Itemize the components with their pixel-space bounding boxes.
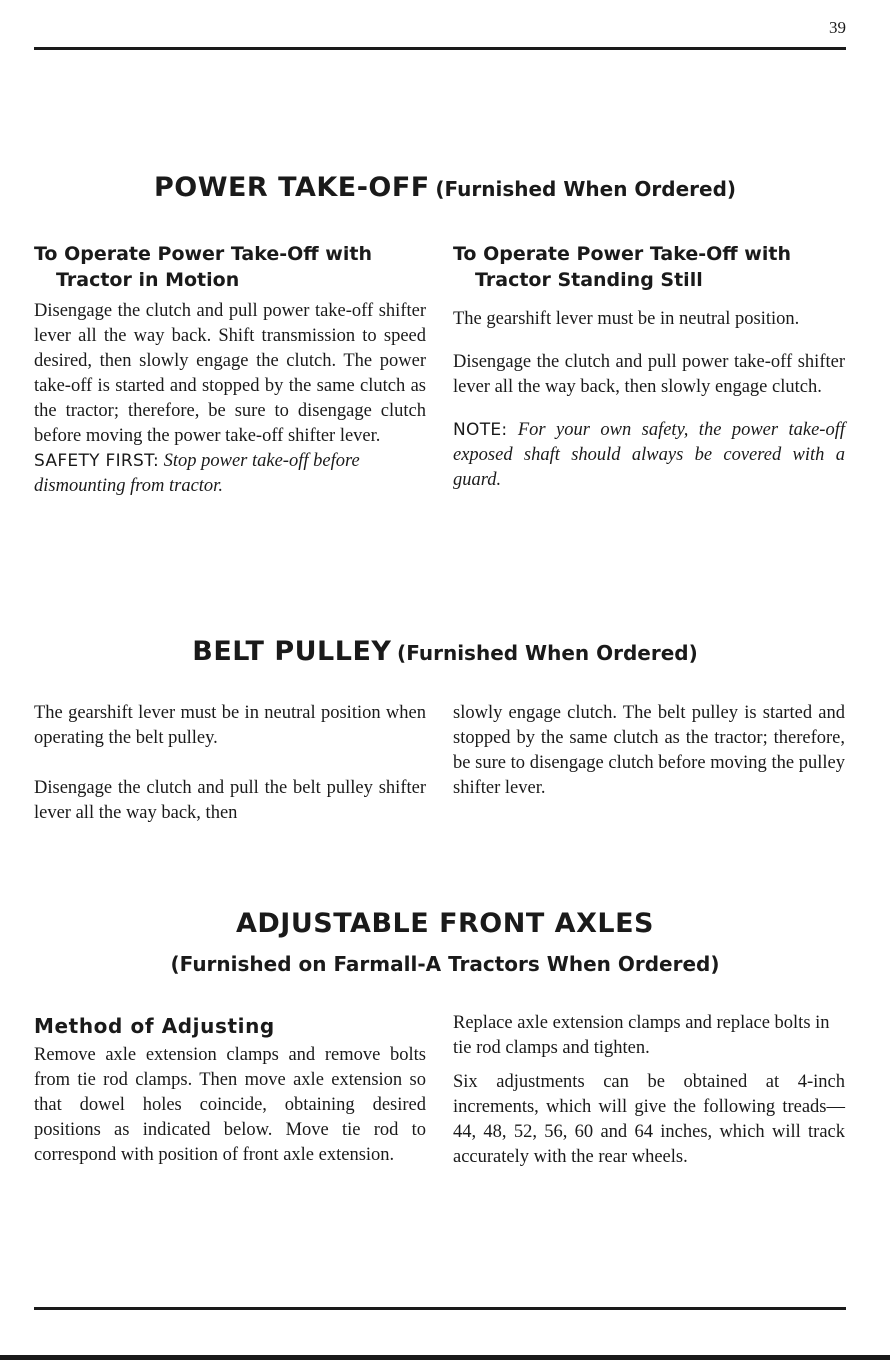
- page-number: 39: [829, 18, 846, 37]
- power-take-off-title-note: (Furnished When Ordered): [435, 177, 737, 201]
- belt-pulley-right-column: [453, 701, 845, 801]
- power-take-off-title-main: POWER TAKE-OFF: [153, 172, 430, 203]
- belt-pulley-title-note: (Furnished When Ordered): [397, 641, 698, 665]
- pto-still-heading-line1: To Operate Power Take-Off with: [453, 243, 791, 265]
- pto-still-para2: Disengage the clutch and pull power take-off shifter lever all the way back, then slowly engage clutch.: [453, 352, 845, 397]
- pto-motion-heading-line2: Tractor in Motion: [56, 269, 240, 291]
- method-of-adjusting-heading: Method of Adjusting: [34, 1014, 275, 1038]
- axles-right-column: [453, 1011, 845, 1170]
- pto-note-label: NOTE:: [453, 420, 508, 440]
- power-take-off-title: [0, 172, 890, 203]
- pto-safety-text: Stop power take-off before dismounting from tractor.: [34, 451, 360, 496]
- bottom-rule: [34, 1307, 846, 1310]
- pto-left-column: [34, 241, 426, 499]
- belt-pulley-title: [0, 636, 890, 667]
- pto-safety-first: [34, 449, 426, 499]
- pto-still-heading-line2: Tractor Standing Still: [475, 269, 703, 291]
- front-axles-title-main: ADJUSTABLE FRONT AXLES: [236, 908, 654, 939]
- pto-still-heading: [453, 241, 845, 293]
- pto-motion-heading-line1: To Operate Power Take-Off with: [34, 243, 372, 265]
- axles-right-para1: Replace axle extension clamps and replace bolts in tie rod clamps and tighten.: [453, 1013, 830, 1058]
- axles-right-para2: Six adjustments can be obtained at 4-inch increments, which will give the following treads—44, 48, 52, 56, 60 and 64 inches, which will track accurately with the rear wheels.: [453, 1072, 845, 1167]
- belt-pulley-para1: The gearshift lever must be in neutral position when operating the belt pulley.: [34, 703, 426, 748]
- pto-motion-heading: [34, 241, 426, 293]
- front-axles-title: [0, 908, 890, 939]
- page-edge-rule: [0, 1355, 890, 1360]
- pto-motion-body: Disengage the clutch and pull power take-off shifter lever all the way back. Shift transmission to speed desired, then slowly engage the clutch. The power take-off is started and stopped by the same clutch as the tractor; therefore, be sure to disengage clutch before moving the power take-off shifter lever.: [34, 301, 426, 446]
- belt-pulley-left-column: [34, 701, 426, 826]
- pto-note-text: For your own safety, the power take-off exposed shaft should always be covered with a guard.: [453, 420, 845, 490]
- belt-pulley-para2: Disengage the clutch and pull the belt pulley shifter lever all the way back, then: [34, 778, 426, 823]
- belt-pulley-title-main: BELT PULLEY: [192, 636, 392, 667]
- axles-left-column: [34, 1013, 426, 1168]
- front-axles-subtitle: (Furnished on Farmall-A Tractors When Ordered): [170, 952, 720, 976]
- pto-note: [453, 418, 845, 493]
- belt-pulley-para3: slowly engage clutch. The belt pulley is started and stopped by the same clutch as the tractor; therefore, be sure to disengage clutch before moving the pulley shifter lever.: [453, 703, 845, 798]
- top-rule: [34, 47, 846, 50]
- pto-right-column: [453, 241, 845, 493]
- pto-still-para1: The gearshift lever must be in neutral position.: [453, 309, 800, 329]
- pto-safety-label: SAFETY FIRST:: [34, 451, 159, 471]
- axles-left-body: Remove axle extension clamps and remove bolts from tie rod clamps. Then move axle extension so that dowel holes coincide, obtaining desired positions as indicated below. Move tie rod to correspond with position of front axle extension.: [34, 1045, 426, 1165]
